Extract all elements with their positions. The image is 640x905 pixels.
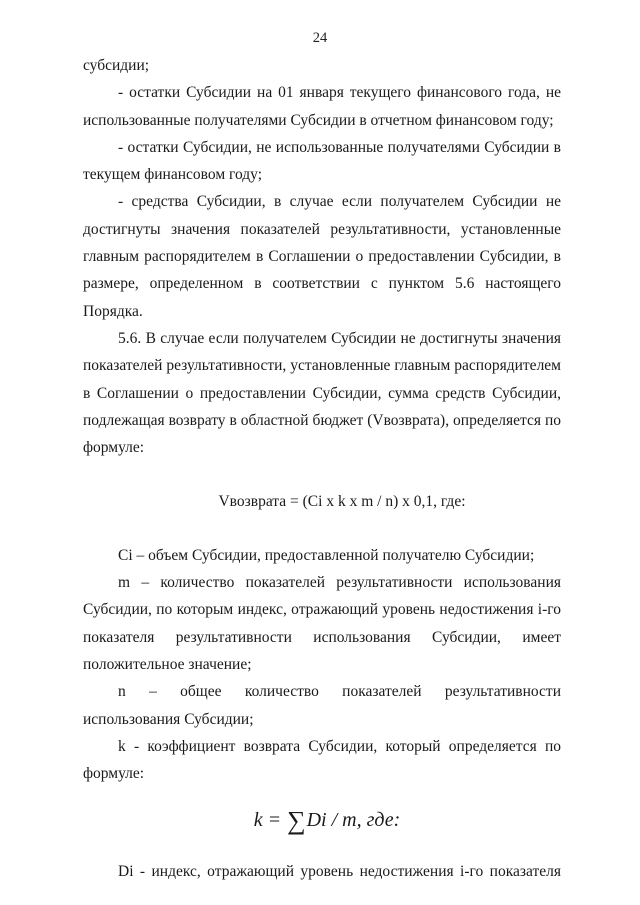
page-number: 24 — [312, 30, 328, 46]
paragraph-5-6: 5.6. В случае если получателем Субсидии не достигнуты значения показателей результативности, установленные главным распорядителем в Соглашении о предоставлении Субсидии, сумма средств Субсидии, подлежащая возврату в областной бюджет (Vвозврата), определяется по формуле: — [83, 329, 561, 457]
formula-lhs: k = — [253, 809, 282, 832]
definition-m: m – количество показателей результативности использования Субсидии, по которым индекс, отражающий уровень недостижения i-го показателя результативности использования Субсидии, имеет положительное значение; — [83, 574, 561, 673]
document-body — [83, 52, 561, 886]
definition-k: k - коэффициент возврата Субсидии, который определяется по формуле: — [83, 737, 561, 783]
sum-symbol: ∑ — [287, 806, 306, 836]
definition-di: Di - индекс, отражающий уровень недостижения i-го показателя — [118, 863, 561, 881]
paragraph-remains-current-year: - остатки Субсидии, не использованные получателями Субсидии в текущем финансовом году; — [83, 138, 561, 184]
refund-formula: Vвозврата = (Ci x k x m / n) x 0,1, где: — [218, 493, 466, 511]
coefficient-formula — [83, 805, 561, 836]
paragraph-remains-previous-year: - остатки Субсидии на 01 января текущего финансового года, не использованные получателями Субсидии в отчетном финансовом году; — [83, 84, 561, 129]
paragraph-subsidy-end: субсидии; — [83, 57, 150, 74]
definition-n: n – общее количество показателей результативности использования Субсидии; — [83, 683, 561, 728]
definition-ci: Ci – объем Субсидии, предоставленной получателю Субсидии; — [118, 546, 535, 564]
paragraph-unachieved-indicators: - средства Субсидии, в случае если получателем Субсидии не достигнуты значения показателей результативности, установленные главным распорядителем в Соглашении о предоставлении Субсидии, в размере, определенном в соответствии с пунктом 5.6 настоящего Порядка. — [83, 193, 561, 320]
formula-rhs: Di / m, где: — [306, 809, 401, 832]
